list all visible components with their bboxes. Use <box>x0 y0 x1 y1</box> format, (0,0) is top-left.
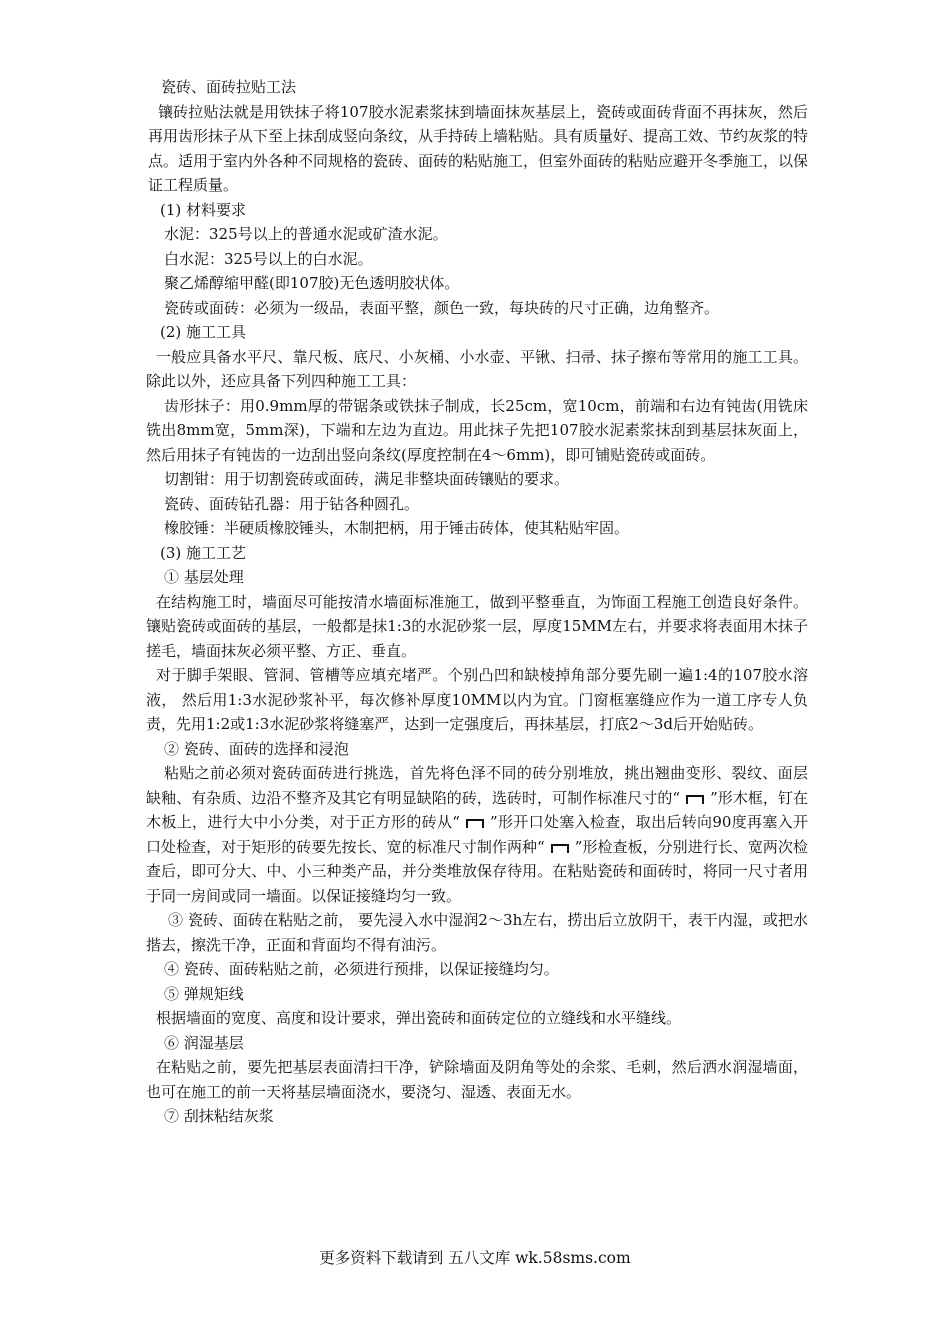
step-paragraph: ④ 瓷砖、面砖粘贴之前，必须进行预排，以保证接缝均匀。 <box>164 960 559 978</box>
material-item: 水泥：325号以上的普通水泥或矿渣水泥。 <box>164 225 448 243</box>
material-item: 白水泥：325号以上的白水泥。 <box>164 249 373 268</box>
intro-text: 镶砖拉贴法就是用铁抹子将107胶水泥素浆抹到墙面抹灰基层上，瓷砖或面砖背面不再抹灰，然后再用齿形抹子从下至上抹刮成竖向条纹，从手持砖上墙粘贴。具有质量好、提高工效、节约灰浆的特点。适用于室内外各种不同规格的瓷砖、面砖的粘贴施工，但室外面砖的粘贴应避开冬季施工，以保证工程质量。 <box>148 102 809 194</box>
section-heading-process: (3) 施工工艺 <box>160 543 247 562</box>
tool-item: 瓷砖、面砖钻孔器：用于钻各种圆孔。 <box>164 494 420 513</box>
step-paragraph-selection <box>146 761 808 908</box>
intro-paragraph <box>146 100 808 198</box>
section-heading-materials: (1) 材料要求 <box>160 200 247 219</box>
step-text: ”形检查板，分别进行长、宽两次检查后，即可分大、中、小三种类产品，并分类堆放保存待用。在粘贴瓷砖和面砖时，将同一尺寸者用于同一房间或同一墙面。以保证接缝均匀一致。 <box>146 837 809 905</box>
step-heading: ② 瓷砖、面砖的选择和浸泡 <box>164 739 349 758</box>
footer-download-note: 更多资料下载请到 五八文库 wk.58sms.com <box>319 1249 631 1267</box>
step-heading: ⑦ 刮抹粘结灰浆 <box>164 1107 274 1125</box>
step-heading: ⑤ 弹规矩线 <box>164 984 244 1003</box>
tool-item: 齿形抹子：用0.9mm厚的带锯条或铁抹子制成，长25cm，宽10cm，前端和右边有钝齿(用铣床铣出8mm宽，5mm深)，下端和左边为直边。用此抹子先把107胶水泥素浆抹刮到基层抹灰面上，然后用抹子有钝齿的一边刮出竖向条纹(厚度控制在4～6mm)，即可铺贴瓷砖或面砖。 <box>146 396 808 464</box>
tools-intro-paragraph: 一般应具备水平尺、靠尺板、底尺、小灰桶、小水壶、平锹、扫帚、抹子擦布等常用的施工工具。除此以外，还应具备下列四种施工工具： <box>146 347 808 390</box>
tool-item: 橡胶锤：半硬质橡胶锤头，木制把柄，用于锤击砖体，使其粘贴牢固。 <box>164 519 630 537</box>
section-heading-tools: (2) 施工工具 <box>160 323 247 341</box>
step-heading: ⑥ 润湿基层 <box>164 1033 244 1052</box>
step-paragraph: 对于脚手架眼、管洞、管槽等应填充堵严。个别凸凹和缺棱掉角部分要先刷一遍1:4的107胶水溶液， 然后用1:3水泥砂浆补平，每次修补厚度10MM以内为宜。门窗框塞缝应作为一道工序专人负责，先用1:2或1:3水泥砂浆将缝塞严，达到一定强度后，再抹基层，打底2～3d后开始贴砖。 <box>146 666 808 733</box>
document-title: 瓷砖、面砖拉贴工法 <box>161 78 297 96</box>
frame-shape-icon <box>686 795 704 804</box>
step-text: ”形开口处塞入检查，取出后转向90度再塞入开口处检查，对于矩形的砖要先按长、宽的标准尺寸制作两种“ <box>146 813 808 856</box>
step-paragraph: 根据墙面的宽度、高度和设计要求，弹出瓷砖和面砖定位的立缝线和水平缝线。 <box>156 1009 682 1027</box>
step-paragraph: 在粘贴之前，要先把基层表面清扫干净，铲除墙面及阴角等处的余浆、毛刺，然后洒水润湿墙面，也可在施工的前一天将基层墙面浇水，要浇匀、湿透、表面无水。 <box>146 1058 808 1101</box>
step-text: ”形木框，钉在木板上，进行大中小分类，对于正方形的砖从“ <box>146 788 808 831</box>
step-text: 粘贴之前必须对瓷砖面砖进行挑选，首先将色泽不同的砖分别堆放，挑出翘曲变形、裂纹、面层缺釉、有杂质、边沿不整齐及其它有明显缺陷的砖，选砖时，可制作标准尺寸的“ <box>146 764 808 807</box>
document-body <box>146 75 808 1129</box>
tool-item: 切割钳：用于切割瓷砖或面砖，满足非整块面砖镶贴的要求。 <box>164 470 570 488</box>
frame-shape-icon <box>551 844 569 853</box>
frame-shape-icon <box>466 819 484 828</box>
material-item: 聚乙烯醇缩甲醛(即107胶)无色透明胶状体。 <box>164 274 460 292</box>
step-paragraph: 在结构施工时，墙面尽可能按清水墙面标准施工，做到平整垂直，为饰面工程施工创造良好条件。镶贴瓷砖或面砖的基层，一般都是抹1:3的水泥砂浆一层，厚度15MM左右，并要求将表面用木抹子搓毛，墙面抹灰必须平整、方正、垂直。 <box>146 592 808 660</box>
material-item: 瓷砖或面砖：必须为一级品，表面平整，颜色一致，每块砖的尺寸正确，边角整齐。 <box>164 298 720 317</box>
step-heading: ① 基层处理 <box>164 568 244 586</box>
step-paragraph: ③ 瓷砖、面砖在粘贴之前， 要先浸入水中湿润2～3h左右，捞出后立放阴干，表干内湿，或把水揩去，擦洗干净，正面和背面均不得有油污。 <box>146 911 808 954</box>
